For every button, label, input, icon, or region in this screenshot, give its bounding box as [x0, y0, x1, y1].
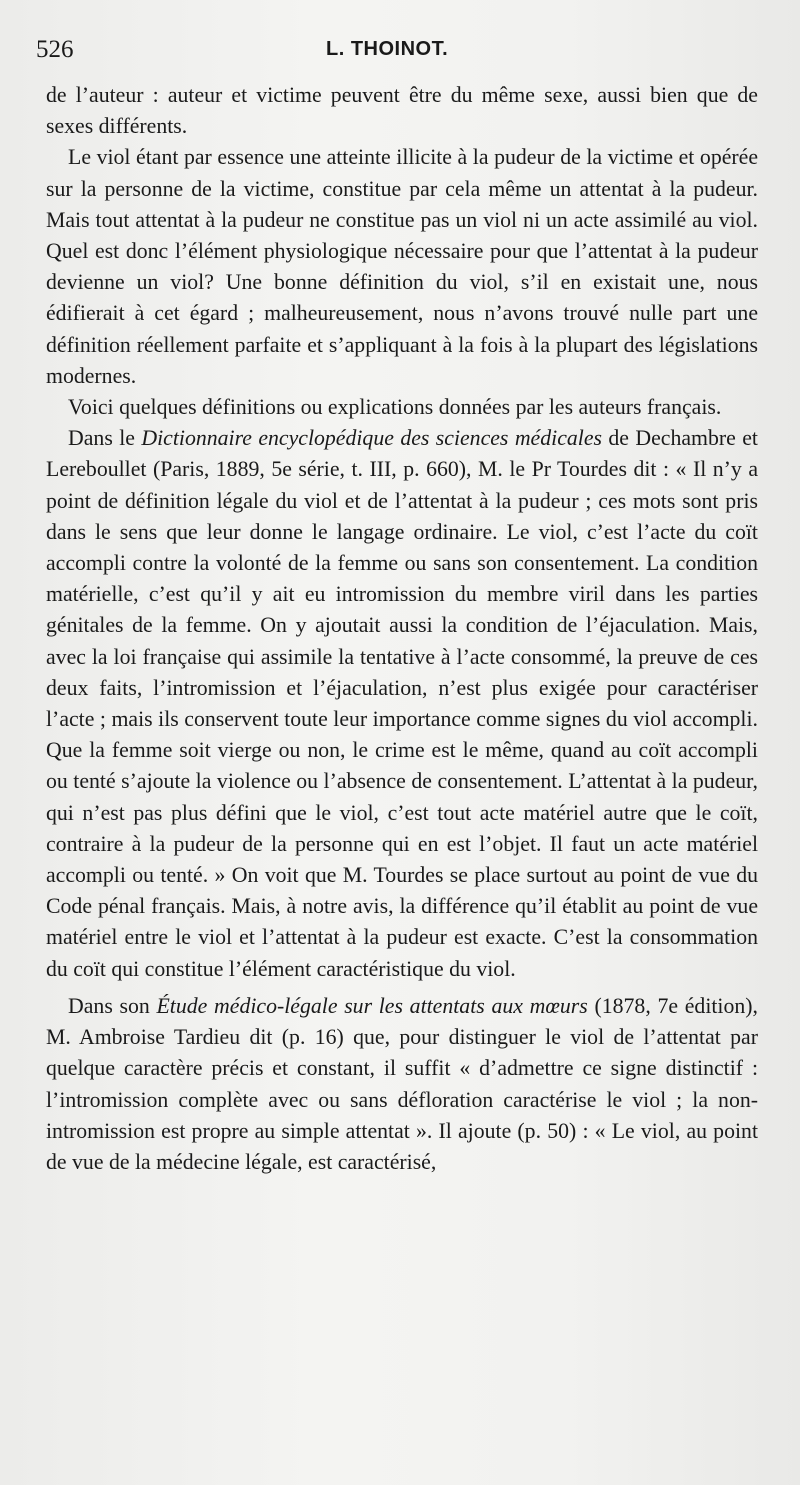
paragraph-5-text-a: Dans son — [68, 993, 157, 1018]
page-number: 526 — [36, 36, 74, 63]
paragraph-5 — [46, 991, 758, 1178]
paragraph-4-text-b: de Dechambre et Lereboullet (Paris, 1889, 5e série, t. III, p. 660), M. le Pr Tourdes dit : « Il n’y a point de définition légale du viol et de l’attentat à la pudeur ; ces mots sont pris dans le sens que leur donne le langage ordinaire. Le viol, c’est l’acte du coït accompli contre la volonté de la femme ou sans son consentement. La condition matérielle, c’est qu’il y ait eu intromission du membre viril dans les parties génitales de la femme. On y ajoutait aussi la condition de l’éjaculation. Mais, avec la loi française qui assimile la tentative à l’acte consommé, la preuve de ces deux faits, l’intromission et l’éjaculation, n’est plus exigée pour caractériser l’acte ; mais ils conservent toute leur importance comme signes du viol accompli. Que la femme soit vierge ou non, le crime est le même, quand au coït accompli ou tenté s’ajoute la violence ou l’absence de consentement. L’attentat à la pudeur, qui n’est pas plus défini que le viol, c’est tout acte matériel autre que le coït, contraire à la pudeur de la personne qui en est l’objet. Il faut un acte matériel accompli ou tenté. » On voit que M. Tourdes se place surtout au point de vue du Code pénal français. Mais, à notre avis, la différence qu’il établit au point de vue matériel entre le viol et l’attentat à la pudeur est exacte. C’est la consommation du coït qui constitue l’élément caractéristique du viol. — [46, 426, 758, 981]
paragraph-2-text: Le viol étant par essence une atteinte illicite à la pudeur de la victime et opérée sur la personne de la victime, constitue par cela même un attentat à la pudeur. Mais tout attentat à la pudeur ne constitue pas un viol ni un acte assimilé au viol. Quel est donc l’élément physiologique nécessaire pour que l’attentat à la pudeur devienne un viol? Une bonne définition du viol, s’il en existait une, nous édifierait à cet égard ; malheureusement, nous n’avons trouvé nulle part une définition réellement parfaite et s’appliquant à la fois à la plupart des législations modernes. — [46, 145, 758, 388]
paragraph-2 — [46, 142, 758, 392]
page-header — [36, 30, 766, 70]
paragraph-1 — [46, 80, 758, 142]
paragraph-5-text-b: (1878, 7e édition), M. Ambroise Tardieu dit (p. 16) que, pour distinguer le viol de l’attentat par quelque caractère précis et constant, il suffit « d’admettre ce signe distinctif : l’intromission complète avec ou sans défloration caractérise le viol ; la non-intromission est propre au simple attentat ». Il ajoute (p. 50) : « Le viol, au point de vue de la médecine légale, est caractérisé, — [46, 993, 758, 1174]
body-text — [46, 80, 758, 1178]
dictionary-title: Dictionnaire encyclopédique des sciences médicales — [141, 426, 602, 451]
paragraph-3 — [46, 392, 758, 423]
paragraph-4-text-a: Dans le — [68, 426, 142, 451]
paragraph-1-text: de l’auteur : auteur et victime peuvent être du même sexe, aussi bien que de sexes différents. — [46, 83, 758, 139]
running-head: L. THOINOT. — [326, 38, 449, 60]
study-title: Étude médico-légale sur les attentats aux mœurs — [156, 993, 588, 1018]
paragraph-4 — [46, 423, 758, 985]
paragraph-3-text: Voici quelques définitions ou explications données par les auteurs français. — [68, 395, 722, 420]
